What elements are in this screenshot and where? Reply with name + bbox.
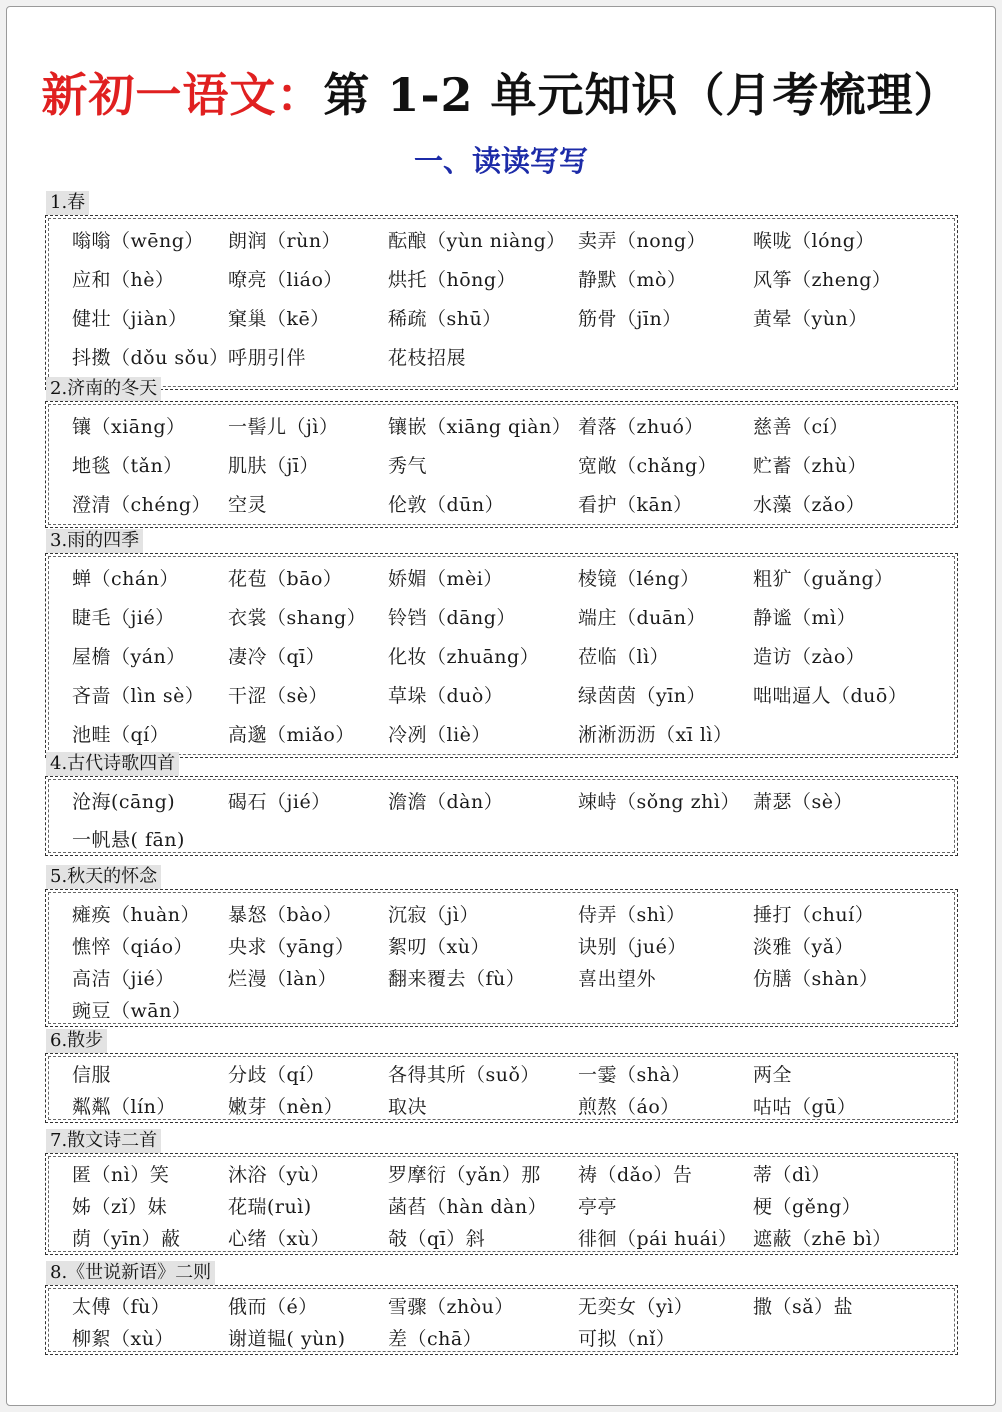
- vocab-item: 一帆悬( fān): [72, 829, 185, 851]
- vocab-item: 豌豆（wān）: [72, 1000, 192, 1022]
- vocab-item: 徘徊（pái huái）: [578, 1228, 738, 1250]
- section-2: [45, 377, 958, 528]
- vocab-item: 憔悴（qiáo）: [72, 936, 194, 958]
- vocab-item: 花瑞(ruì): [228, 1196, 312, 1218]
- vocab-item: 镶嵌（xiāng qiàn）: [388, 416, 572, 438]
- vocab-item: 可拟（nǐ）: [578, 1328, 676, 1350]
- vocab-item: 雪骤（zhòu）: [388, 1296, 514, 1318]
- vocab-item: 粗犷（guǎng）: [753, 568, 894, 590]
- vocab-item: 菡萏（hàn dàn）: [388, 1196, 548, 1218]
- vocab-item: 央求（yāng）: [228, 936, 355, 958]
- vocab-item: 姊（zǐ）妹: [72, 1196, 168, 1218]
- vocab-item: 秀气: [388, 455, 428, 477]
- vocab-item: 池畦（qí）: [72, 724, 170, 746]
- section-heading: 5.秋天的怀念: [46, 865, 161, 889]
- section-heading: 8.《世说新语》二则: [46, 1261, 215, 1285]
- vocab-item: 俄而（é）: [228, 1296, 318, 1318]
- word-box: [45, 401, 958, 528]
- section-7: [45, 1129, 958, 1255]
- vocab-item: 撒（sǎ）盐: [753, 1296, 854, 1318]
- vocab-item: 梗（gěng）: [753, 1196, 862, 1218]
- word-row: [46, 1292, 957, 1324]
- vocab-item: 造访（zào）: [753, 646, 866, 668]
- vocab-item: 侍弄（shì）: [578, 904, 686, 926]
- word-row: [46, 304, 957, 343]
- word-row: [46, 564, 957, 603]
- vocab-item: 暴怒（bào）: [228, 904, 343, 926]
- vocab-item: 棱镜（léng）: [578, 568, 700, 590]
- vocab-item: 沐浴（yù）: [228, 1164, 330, 1186]
- vocab-item: 两全: [753, 1064, 793, 1086]
- word-row: [46, 451, 957, 490]
- word-row: [46, 996, 957, 1028]
- word-row: [46, 1160, 957, 1192]
- vocab-item: 差（chā）: [388, 1328, 483, 1350]
- vocab-item: 风筝（zheng）: [753, 269, 892, 291]
- vocab-item: 煎熬（áo）: [578, 1096, 680, 1118]
- vocab-item: 捶打（chuí）: [753, 904, 875, 926]
- vocab-item: 酝酿（yùn niàng）: [388, 230, 566, 252]
- vocab-item: 吝啬（lìn sè）: [72, 685, 205, 707]
- word-box: [45, 1053, 958, 1123]
- word-box: [45, 553, 958, 758]
- vocab-item: 地毯（tǎn）: [72, 455, 183, 477]
- vocab-item: 翻来覆去（fù）: [388, 968, 526, 990]
- section-1: [45, 191, 958, 390]
- word-row: [46, 964, 957, 996]
- section-8: [45, 1261, 958, 1355]
- word-row: [46, 226, 957, 265]
- vocab-item: 衣裳（shang）: [228, 607, 367, 629]
- vocab-item: 着落（zhuó）: [578, 416, 704, 438]
- vocab-item: 沧海(cāng): [72, 791, 176, 813]
- word-row: [46, 1324, 957, 1356]
- word-row: [46, 900, 957, 932]
- vocab-item: 烘托（hōng）: [388, 269, 517, 291]
- vocab-item: 看护（kān）: [578, 494, 693, 516]
- section-5: [45, 865, 958, 1027]
- vocab-item: 屋檐（yán）: [72, 646, 186, 668]
- vocab-item: 喉咙（lóng）: [753, 230, 875, 252]
- vocab-item: 一髻儿（jì）: [228, 416, 339, 438]
- section-subtitle: 一、读读写写: [413, 144, 588, 178]
- vocab-item: 筋骨（jīn）: [578, 308, 682, 330]
- vocab-item: 无奕女（yì）: [578, 1296, 694, 1318]
- vocab-item: 铃铛（dāng）: [388, 607, 516, 629]
- word-row: [46, 603, 957, 642]
- vocab-item: 应和（hè）: [72, 269, 175, 291]
- vocab-item: 朗润（rùn）: [228, 230, 342, 252]
- section-heading: 4.古代诗歌四首: [46, 752, 179, 776]
- vocab-item: 澹澹（dàn）: [388, 791, 504, 813]
- word-row: [46, 490, 957, 529]
- vocab-item: 慈善（cí）: [753, 416, 849, 438]
- word-box: [45, 776, 958, 856]
- vocab-item: 谢道韫( yùn): [228, 1328, 346, 1350]
- word-row: [46, 1224, 957, 1256]
- word-row: [46, 412, 957, 451]
- section-4: [45, 752, 958, 856]
- title-main: 第 1-2 单元知识（月考梳理）: [323, 68, 961, 122]
- vocab-item: 化妆（zhuāng）: [388, 646, 540, 668]
- vocab-item: 太傅（fù）: [72, 1296, 171, 1318]
- vocab-item: 镶（xiāng）: [72, 416, 186, 438]
- vocab-item: 瘫痪（huàn）: [72, 904, 201, 926]
- word-row: [46, 1192, 957, 1224]
- vocab-item: 分歧（qí）: [228, 1064, 326, 1086]
- word-box: [45, 889, 958, 1027]
- vocab-item: 攲（qī）斜: [388, 1228, 486, 1250]
- vocab-item: 喜出望外: [578, 968, 657, 990]
- vocab-item: 絮叨（xù）: [388, 936, 490, 958]
- vocab-item: 肌肤（jī）: [228, 455, 319, 477]
- vocab-item: 澄清（chéng）: [72, 494, 212, 516]
- word-row: [46, 932, 957, 964]
- word-box: [45, 1285, 958, 1355]
- vocab-item: 睫毛（jié）: [72, 607, 175, 629]
- vocab-item: 萧瑟（sè）: [753, 791, 853, 813]
- title-prefix: 新初一语文：: [41, 68, 324, 122]
- vocab-item: 高洁（jié）: [72, 968, 175, 990]
- vocab-item: 黄晕（yùn）: [753, 308, 868, 330]
- word-row: [46, 265, 957, 304]
- vocab-item: 花枝招展: [388, 347, 467, 369]
- vocab-item: 亭亭: [578, 1196, 618, 1218]
- vocab-item: 心绪（xù）: [228, 1228, 330, 1250]
- vocab-item: 遮蔽（zhē bì）: [753, 1228, 892, 1250]
- vocab-item: 莅临（lì）: [578, 646, 670, 668]
- vocab-item: 静默（mò）: [578, 269, 687, 291]
- word-row: [46, 642, 957, 681]
- section-heading: 1.春: [46, 191, 89, 215]
- vocab-item: 一霎（shà）: [578, 1064, 691, 1086]
- vocab-item: 荫（yīn）蔽: [72, 1228, 181, 1250]
- vocab-item: 咄咄逼人（duō）: [753, 685, 908, 707]
- document-page: [6, 6, 996, 1406]
- section-heading: 6.散步: [46, 1029, 107, 1053]
- page-title: [7, 65, 995, 125]
- vocab-item: 信服: [72, 1064, 112, 1086]
- section-6: [45, 1029, 958, 1123]
- vocab-item: 高邈（miǎo）: [228, 724, 355, 746]
- vocab-item: 贮蓄（zhù）: [753, 455, 867, 477]
- vocab-item: 抖擞（dǒu sǒu）: [72, 347, 229, 369]
- word-row: [46, 1092, 957, 1124]
- vocab-item: 干涩（sè）: [228, 685, 328, 707]
- section-heading: 3.雨的四季: [46, 529, 143, 553]
- vocab-item: 蒂（dì）: [753, 1164, 831, 1186]
- vocab-item: 沉寂（jì）: [388, 904, 479, 926]
- vocab-item: 碣石（jié）: [228, 791, 331, 813]
- word-row: [46, 1060, 957, 1092]
- vocab-item: 柳絮（xù）: [72, 1328, 174, 1350]
- vocab-item: 嫩芽（nèn）: [228, 1096, 344, 1118]
- vocab-item: 宽敞（chǎng）: [578, 455, 718, 477]
- vocab-item: 娇媚（mèi）: [388, 568, 503, 590]
- vocab-item: 仿膳（shàn）: [753, 968, 879, 990]
- vocab-item: 绿茵茵（yīn）: [578, 685, 707, 707]
- vocab-item: 空灵: [228, 494, 268, 516]
- vocab-item: 呼朋引伴: [228, 347, 307, 369]
- word-box: [45, 215, 958, 390]
- word-row: [46, 787, 957, 825]
- vocab-item: 粼粼（lín）: [72, 1096, 176, 1118]
- vocab-item: 卖弄（nong）: [578, 230, 707, 252]
- word-box: [45, 1153, 958, 1255]
- vocab-item: 诀别（jué）: [578, 936, 687, 958]
- vocab-item: 烂漫（làn）: [228, 968, 338, 990]
- vocab-item: 窠巢（kē）: [228, 308, 330, 330]
- word-row: [46, 825, 957, 857]
- vocab-item: 淅淅沥沥（xī lì）: [578, 724, 733, 746]
- vocab-item: 稀疏（shū）: [388, 308, 502, 330]
- vocab-item: 罗摩衍（yǎn）那: [388, 1164, 541, 1186]
- vocab-item: 花苞（bāo）: [228, 568, 343, 590]
- vocab-item: 取决: [388, 1096, 428, 1118]
- section-heading: 2.济南的冬天: [46, 377, 161, 401]
- vocab-item: 凄冷（qī）: [228, 646, 326, 668]
- section-heading: 7.散文诗二首: [46, 1129, 161, 1153]
- word-row: [46, 681, 957, 720]
- vocab-item: 草垛（duò）: [388, 685, 504, 707]
- vocab-item: 蝉（chán）: [72, 568, 179, 590]
- vocab-item: 竦峙（sǒng zhì）: [578, 791, 740, 813]
- vocab-item: 健壮（jiàn）: [72, 308, 188, 330]
- vocab-item: 咕咕（gū）: [753, 1096, 857, 1118]
- section-3: [45, 529, 958, 758]
- vocab-item: 淡雅（yǎ）: [753, 936, 855, 958]
- vocab-item: 静谧（mì）: [753, 607, 857, 629]
- vocab-item: 端庄（duān）: [578, 607, 706, 629]
- vocab-item: 匿（nì）笑: [72, 1164, 170, 1186]
- vocab-item: 水藻（zǎo）: [753, 494, 866, 516]
- vocab-item: 嘹亮（liáo）: [228, 269, 343, 291]
- vocab-item: 各得其所（suǒ）: [388, 1064, 540, 1086]
- vocab-item: 冷冽（liè）: [388, 724, 491, 746]
- vocab-item: 祷（dǎo）告: [578, 1164, 693, 1186]
- vocab-item: 伦敦（dūn）: [388, 494, 505, 516]
- vocab-item: 嗡嗡（wēng）: [72, 230, 204, 252]
